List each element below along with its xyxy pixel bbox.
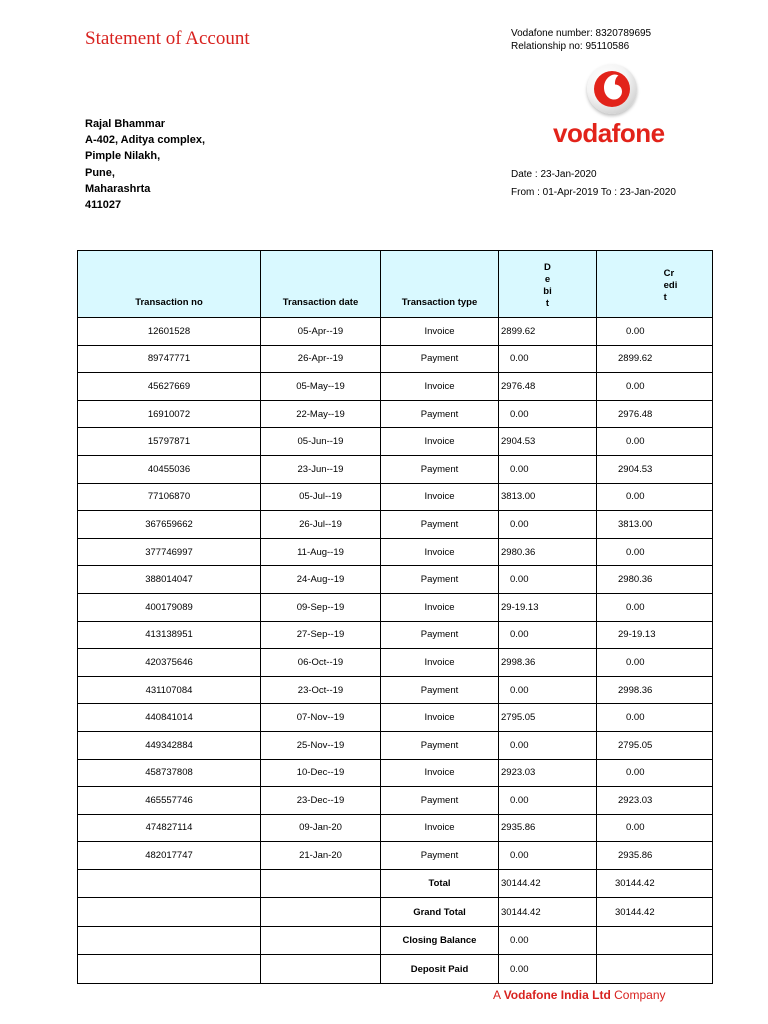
txn-number-cell: 40455036 (78, 455, 261, 483)
debit-cell: 2980.36 (499, 538, 597, 566)
txn-type-cell: Payment (381, 621, 499, 649)
txn-number-cell: 482017747 (78, 842, 261, 870)
txn-type-cell: Payment (381, 676, 499, 704)
address-line: Maharashrta (85, 182, 151, 195)
table-row (78, 814, 713, 842)
txn-number-cell: 15797871 (78, 428, 261, 456)
summary-label: Total (381, 869, 499, 898)
txn-number-cell: 89747771 (78, 345, 261, 373)
credit-cell: 0.00 (597, 814, 713, 842)
credit-cell: 2980.36 (597, 566, 713, 594)
txn-date-cell: 06-Oct--19 (261, 649, 381, 677)
credit-cell: 2923.03 (597, 787, 713, 815)
txn-date-cell: 10-Dec--19 (261, 759, 381, 787)
credit-cell: 2795.05 (597, 731, 713, 759)
address-line: A-402, Aditya complex, (85, 134, 206, 147)
txn-date-cell: 23-Jun--19 (261, 455, 381, 483)
table-row (78, 455, 713, 483)
txn-type-cell: Payment (381, 842, 499, 870)
table-row (78, 538, 713, 566)
credit-cell: 0.00 (597, 704, 713, 732)
table-row (78, 621, 713, 649)
txn-type-cell: Payment (381, 455, 499, 483)
table-row (78, 593, 713, 621)
empty-cell (78, 926, 261, 955)
txn-number-cell: 377746997 (78, 538, 261, 566)
txn-number-cell: 474827114 (78, 814, 261, 842)
debit-cell: 0.00 (499, 566, 597, 594)
debit-cell: 2899.62 (499, 318, 597, 346)
txn-date-cell: 26-Jul--19 (261, 511, 381, 539)
empty-cell (78, 898, 261, 927)
col-transaction-date: Transaction date (261, 251, 381, 318)
txn-date-cell: 27-Sep--19 (261, 621, 381, 649)
table-row (78, 787, 713, 815)
relationship-number: Relationship no: 95110586 (511, 41, 630, 52)
table-row (78, 428, 713, 456)
debit-cell: 2795.05 (499, 704, 597, 732)
table-row (78, 345, 713, 373)
txn-number-cell: 400179089 (78, 593, 261, 621)
vodafone-speechmark-icon (587, 64, 637, 114)
credit-cell: 2904.53 (597, 455, 713, 483)
txn-date-cell: 24-Aug--19 (261, 566, 381, 594)
debit-cell: 2935.86 (499, 814, 597, 842)
txn-type-cell: Invoice (381, 373, 499, 401)
credit-cell: 2899.62 (597, 345, 713, 373)
table-row (78, 511, 713, 539)
credit-cell: 0.00 (597, 428, 713, 456)
summary-row (78, 955, 713, 984)
credit-header-part: edi (663, 280, 678, 291)
empty-cell (261, 926, 381, 955)
summary-row (78, 898, 713, 927)
customer-name: Rajal Bhammar (85, 118, 166, 130)
credit-header-part: t (663, 292, 667, 303)
address-line: 411027 (85, 199, 122, 212)
debit-cell: 0.00 (499, 731, 597, 759)
statement-date: Date : 23-Jan-2020 (511, 169, 597, 180)
credit-cell: 2998.36 (597, 676, 713, 704)
footer-suffix: Company (614, 988, 666, 1002)
txn-number-cell: 12601528 (78, 318, 261, 346)
table-row (78, 483, 713, 511)
txn-date-cell: 23-Dec--19 (261, 787, 381, 815)
table-row (78, 566, 713, 594)
debit-header-part: t (545, 298, 550, 309)
table-row (78, 649, 713, 677)
transactions-table (77, 250, 713, 984)
summary-row (78, 926, 713, 955)
debit-cell: 0.00 (499, 676, 597, 704)
credit-cell: 0.00 (597, 759, 713, 787)
col-credit (597, 251, 713, 318)
txn-date-cell: 05-Apr--19 (261, 318, 381, 346)
credit-cell: 0.00 (597, 538, 713, 566)
footer-prefix: A (493, 988, 501, 1002)
txn-date-cell: 07-Nov--19 (261, 704, 381, 732)
debit-cell: 0.00 (499, 842, 597, 870)
empty-cell (78, 869, 261, 898)
debit-cell: 0.00 (499, 511, 597, 539)
debit-cell: 0.00 (499, 621, 597, 649)
credit-cell: 0.00 (597, 649, 713, 677)
txn-date-cell: 21-Jan-20 (261, 842, 381, 870)
debit-cell: 3813.00 (499, 483, 597, 511)
table-row (78, 373, 713, 401)
credit-cell: 3813.00 (597, 511, 713, 539)
txn-date-cell: 09-Jan-20 (261, 814, 381, 842)
address-line: Pune, (85, 166, 115, 179)
txn-type-cell: Payment (381, 400, 499, 428)
empty-cell (261, 898, 381, 927)
table-row (78, 318, 713, 346)
txn-date-cell: 09-Sep--19 (261, 593, 381, 621)
txn-number-cell: 465557746 (78, 787, 261, 815)
txn-number-cell: 388014047 (78, 566, 261, 594)
table-row (78, 704, 713, 732)
empty-cell (78, 955, 261, 984)
txn-date-cell: 05-Jul--19 (261, 483, 381, 511)
txn-type-cell: Invoice (381, 649, 499, 677)
txn-number-cell: 77106870 (78, 483, 261, 511)
debit-header-part: e (544, 274, 551, 285)
table-row (78, 676, 713, 704)
empty-cell (261, 955, 381, 984)
txn-type-cell: Payment (381, 511, 499, 539)
txn-type-cell: Invoice (381, 428, 499, 456)
txn-date-cell: 05-Jun--19 (261, 428, 381, 456)
col-transaction-type: Transaction type (381, 251, 499, 318)
table-row (78, 759, 713, 787)
txn-date-cell: 26-Apr--19 (261, 345, 381, 373)
txn-number-cell: 458737808 (78, 759, 261, 787)
txn-type-cell: Payment (381, 566, 499, 594)
table-row (78, 842, 713, 870)
footer-company-name: Vodafone India Ltd (503, 988, 611, 1002)
summary-label: Deposit Paid (381, 955, 499, 984)
empty-cell (261, 869, 381, 898)
txn-type-cell: Invoice (381, 814, 499, 842)
summary-label: Closing Balance (381, 926, 499, 955)
txn-number-cell: 420375646 (78, 649, 261, 677)
debit-cell: 29-19.13 (499, 593, 597, 621)
col-transaction-no: Transaction no (78, 251, 261, 318)
txn-number-cell: 431107084 (78, 676, 261, 704)
vodafone-number: Vodafone number: 8320789695 (511, 28, 652, 39)
summary-credit: 30144.42 (597, 869, 713, 898)
summary-credit: 30144.42 (597, 898, 713, 927)
txn-date-cell: 11-Aug--19 (261, 538, 381, 566)
summary-credit (597, 955, 713, 984)
txn-number-cell: 413138951 (78, 621, 261, 649)
debit-cell: 0.00 (499, 345, 597, 373)
credit-header-part: Cr (663, 268, 675, 279)
debit-header-part: D (544, 262, 551, 273)
vodafone-logo (553, 64, 683, 152)
txn-date-cell: 22-May--19 (261, 400, 381, 428)
summary-debit: 30144.42 (499, 869, 597, 898)
footer-company (493, 988, 666, 1002)
txn-number-cell: 367659662 (78, 511, 261, 539)
credit-cell: 0.00 (597, 593, 713, 621)
vodafone-wordmark: vodafone (553, 118, 665, 148)
address-line: Pimple Nilakh, (85, 150, 161, 163)
table-row (78, 400, 713, 428)
txn-date-cell: 25-Nov--19 (261, 731, 381, 759)
credit-cell: 2935.86 (597, 842, 713, 870)
summary-row (78, 869, 713, 898)
txn-type-cell: Payment (381, 787, 499, 815)
txn-number-cell: 16910072 (78, 400, 261, 428)
debit-cell: 2998.36 (499, 649, 597, 677)
col-debit (499, 251, 597, 318)
txn-number-cell: 45627669 (78, 373, 261, 401)
txn-type-cell: Invoice (381, 593, 499, 621)
statement-range: From : 01-Apr-2019 To : 23-Jan-2020 (511, 187, 676, 198)
credit-cell: 2976.48 (597, 400, 713, 428)
txn-type-cell: Invoice (381, 759, 499, 787)
txn-date-cell: 23-Oct--19 (261, 676, 381, 704)
txn-type-cell: Invoice (381, 483, 499, 511)
debit-cell: 0.00 (499, 787, 597, 815)
debit-header-part: bi (543, 286, 552, 297)
txn-date-cell: 05-May--19 (261, 373, 381, 401)
credit-cell: 29-19.13 (597, 621, 713, 649)
summary-label: Grand Total (381, 898, 499, 927)
debit-cell: 2904.53 (499, 428, 597, 456)
account-info (511, 27, 651, 53)
txn-type-cell: Invoice (381, 318, 499, 346)
credit-cell: 0.00 (597, 483, 713, 511)
txn-type-cell: Invoice (381, 704, 499, 732)
credit-cell: 0.00 (597, 373, 713, 401)
debit-cell: 0.00 (499, 455, 597, 483)
txn-type-cell: Payment (381, 345, 499, 373)
debit-cell: 2976.48 (499, 373, 597, 401)
table-header-row (78, 251, 713, 318)
txn-number-cell: 440841014 (78, 704, 261, 732)
customer-address (85, 116, 205, 213)
summary-credit (597, 926, 713, 955)
summary-debit: 30144.42 (499, 898, 597, 927)
debit-cell: 2923.03 (499, 759, 597, 787)
debit-cell: 0.00 (499, 400, 597, 428)
summary-debit: 0.00 (499, 926, 597, 955)
statement-period (511, 166, 676, 202)
table-row (78, 731, 713, 759)
credit-cell: 0.00 (597, 318, 713, 346)
txn-type-cell: Payment (381, 731, 499, 759)
txn-type-cell: Invoice (381, 538, 499, 566)
txn-number-cell: 449342884 (78, 731, 261, 759)
statement-title: Statement of Account (85, 28, 250, 49)
summary-debit: 0.00 (499, 955, 597, 984)
